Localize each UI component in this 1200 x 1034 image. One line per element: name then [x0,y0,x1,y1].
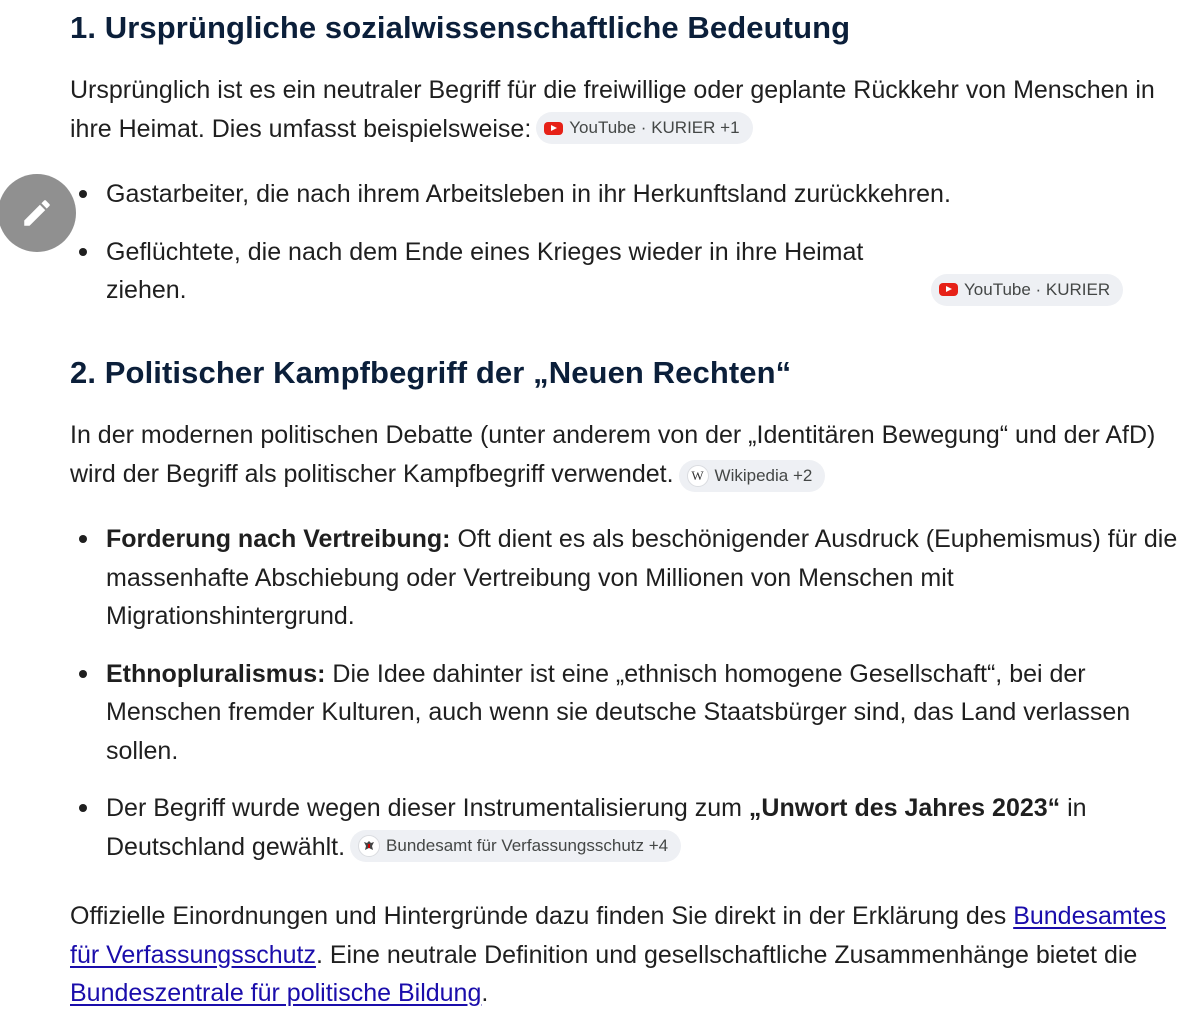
bullet-dot [79,190,87,198]
pencil-icon [20,196,54,230]
section-intro [70,71,1170,148]
chip-label: YouTube · KURIER +1 [569,118,740,137]
list-item-term: „Unwort des Jahres 2023“ [748,794,1061,822]
bpb-link[interactable]: Bundeszentrale für politische Bildung [70,979,482,1007]
youtube-icon [939,283,958,296]
bfv-eagle-icon [358,835,380,857]
edit-button[interactable] [0,174,76,252]
bullet-dot [79,670,87,678]
list-item-text: Oft dient es als beschönigender Ausdruck (Euphemismus) für die massenhafte Abschiebung oder Vertreibung von Millionen von Menschen mit Migrationshintergrund. [106,525,1178,630]
bullet-dot [79,804,87,812]
section-intro [70,416,1170,493]
source-chip[interactable] [350,830,681,862]
list-item-text: in Deutschland gewählt. [106,794,1087,861]
list-item-text: Der Begriff wurde wegen dieser Instrumentalisierung zum [106,794,742,822]
list-item-text: Gastarbeiter, die nach ihrem Arbeitsleben in ihr Herkunftsland zurückkehren. [106,180,951,208]
section-heading: 2. Politischer Kampfbegriff der „Neuen Rechten“ [70,355,792,390]
list-item-text: Die Idee dahinter ist eine „ethnisch homogene Gesellschaft“, bei der Menschen fremder Kulturen, auch wenn sie deutsche Staatsbürger sind, das Land verlassen sollen. [106,659,1131,765]
list-item [70,233,1180,310]
bullet-dot [79,248,87,256]
bullet-list [70,520,1180,866]
closing-text: . Eine neutrale Definition und gesellschaftliche Zusammenhänge bietet die [315,940,1138,969]
bfv-link[interactable]: Bundesamtes für Verfassungsschutz [70,902,1167,969]
closing-text: Offizielle Einordnungen und Hintergründe dazu finden Sie direkt in der Erklärung des [70,902,1007,930]
closing-paragraph [70,897,1170,1013]
list-item-term: Forderung nach Vertreibung: [106,525,451,553]
youtube-icon [544,122,563,135]
bullet-list [70,175,1180,310]
chip-label: Wikipedia +2 [714,465,813,485]
intro-text: Ursprünglich ist es ein neutraler Begriff für die freiwillige oder geplante Rückkehr von Menschen in ihre Heimat. Dies umfasst beispielsweise: [70,76,1155,143]
chip-label: YouTube · KURIER [964,279,1111,299]
intro-text: In der modernen politischen Debatte (unter anderem von der „Identitären Bewegung“ und der AfD) wird der Begriff als politischer Kampfbegriff verwendet. [70,421,1156,488]
source-chip[interactable] [536,112,752,144]
closing-text: . [481,979,489,1007]
list-item-term: Ethnopluralismus: [106,659,326,688]
list-item [70,175,1180,214]
bullet-dot [79,535,87,543]
list-item-text: Geflüchtete, die nach dem Ende eines Krieges wieder in ihre Heimat ziehen. [106,237,864,304]
source-chip[interactable] [679,460,826,492]
source-chip[interactable] [931,274,1123,306]
section-heading: 1. Ursprüngliche sozialwissenschaftliche Bedeutung [70,10,851,45]
chip-label: Bundesamt für Verfassungsschutz +4 [386,835,669,855]
list-item [70,655,1180,771]
list-item [70,789,1180,866]
list-item [70,520,1180,636]
wikipedia-icon: W [687,465,709,487]
